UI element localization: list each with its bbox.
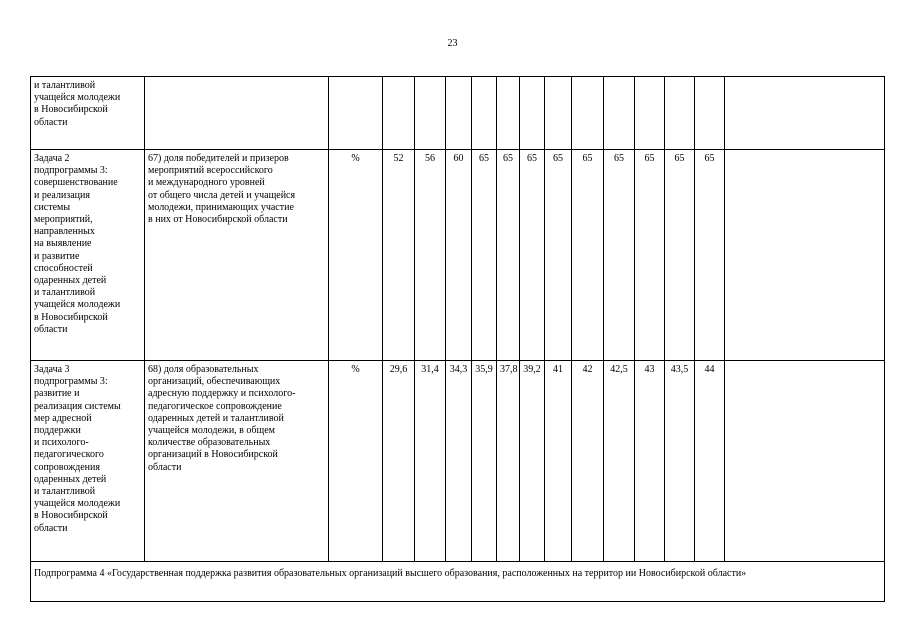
indicator-cell: [145, 77, 329, 150]
value-cell: [695, 77, 725, 150]
subprogram-row: [31, 562, 885, 602]
page-number: 23: [447, 38, 458, 49]
value-cell: [665, 77, 695, 150]
value-cell: [725, 361, 885, 562]
value-cell: [415, 77, 446, 150]
value-cell: 37,8: [497, 361, 520, 562]
value-cell: 65: [604, 150, 635, 361]
table-row: [31, 361, 885, 562]
value-cell: 65: [665, 150, 695, 361]
value-cell: 31,4: [415, 361, 446, 562]
indicator-cell: 68) доля образовательных организаций, обеспечивающих адресную поддержку и психолого- педагогическое сопровождение одаренных детей и талантливой учащейся молодежи, в общем количестве образовательных организаций в Новосибирской области: [145, 361, 329, 562]
value-cell: 65: [520, 150, 545, 361]
value-cell: 60: [446, 150, 472, 361]
value-cell: 65: [695, 150, 725, 361]
value-cell: [572, 77, 604, 150]
value-cell: 65: [635, 150, 665, 361]
value-cell: 65: [572, 150, 604, 361]
value-cell: 65: [472, 150, 497, 361]
value-cell: [725, 77, 885, 150]
value-cell: 65: [497, 150, 520, 361]
table-row: [31, 77, 885, 150]
value-cell: 41: [545, 361, 572, 562]
value-cell: [725, 150, 885, 361]
value-cell: 29,6: [383, 361, 415, 562]
task-cell: Задача 2 подпрограммы 3: совершенствование и реализация системы мероприятий, направленных на выявление и развитие способностей одаренных детей и талантливой учащейся молодежи в Новосибирской области: [31, 150, 145, 361]
value-cell: [497, 77, 520, 150]
value-cell: 43,5: [665, 361, 695, 562]
value-cell: [472, 77, 497, 150]
value-cell: [446, 77, 472, 150]
indicators-table: [30, 76, 885, 602]
value-cell: [520, 77, 545, 150]
value-cell: 39,2: [520, 361, 545, 562]
indicator-cell: 67) доля победителей и призеров мероприятий всероссийского и международного уровней от общего числа детей и учащейся молодежи, принимающих участие в них от Новосибирской области: [145, 150, 329, 361]
value-cell: 34,3: [446, 361, 472, 562]
value-cell: [635, 77, 665, 150]
value-cell: 42: [572, 361, 604, 562]
value-cell: [383, 77, 415, 150]
subprogram-title: Подпрограмма 4 «Государственная поддержка развития образовательных организаций высшего образования, расположенных на территор ии Новосибирской области»: [31, 562, 885, 602]
task-cell: и талантливой учащейся молодежи в Новосибирской области: [31, 77, 145, 150]
value-cell: 44: [695, 361, 725, 562]
value-cell: 56: [415, 150, 446, 361]
unit-cell: [329, 77, 383, 150]
unit-cell: %: [329, 150, 383, 361]
value-cell: 65: [545, 150, 572, 361]
value-cell: 43: [635, 361, 665, 562]
value-cell: [604, 77, 635, 150]
value-cell: 52: [383, 150, 415, 361]
table-row: [31, 150, 885, 361]
value-cell: 42,5: [604, 361, 635, 562]
task-cell: Задача 3 подпрограммы 3: развитие и реализация системы мер адресной поддержки и психолого- педагогического сопровождения одаренных детей и талантливой учащейся молодежи в Новосибирской области: [31, 361, 145, 562]
value-cell: 35,9: [472, 361, 497, 562]
value-cell: [545, 77, 572, 150]
unit-cell: %: [329, 361, 383, 562]
